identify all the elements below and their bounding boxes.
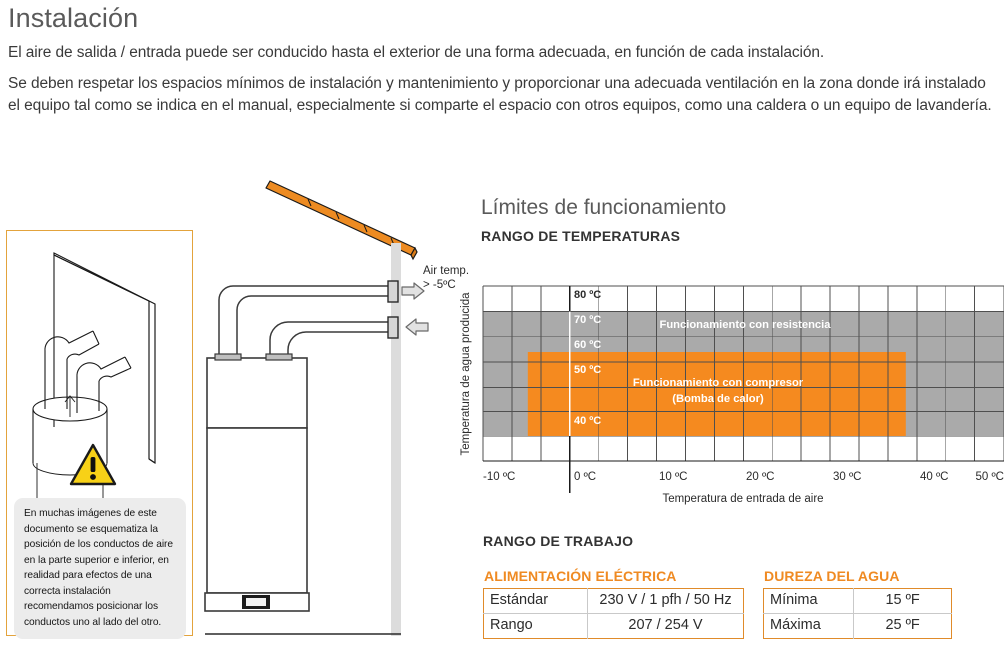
upper-air-duct — [219, 286, 393, 354]
table-row — [484, 614, 744, 639]
arrow-left-icon — [406, 319, 428, 335]
electrical-row-0-key: Estándar — [484, 589, 588, 614]
hardness-row-0-value: 15 ºF — [854, 589, 952, 614]
limits-title: Límites de funcionamiento — [481, 196, 727, 219]
warning-triangle-icon — [69, 443, 117, 487]
electrical-row-1-key: Rango — [484, 614, 588, 639]
water-hardness-table-block — [763, 568, 952, 639]
document-header — [8, 4, 996, 126]
svg-text:50 ºC: 50 ºC — [574, 364, 602, 376]
water-hardness-table — [763, 588, 952, 639]
air-temp-line-1: Air temp. — [423, 265, 470, 277]
intro-paragraph-1: El aire de salida / entrada puede ser conducido hasta el exterior de una forma adecuada, en función de cada instalación. — [8, 43, 825, 61]
x-tick-labels — [483, 471, 1004, 483]
svg-text:40 ºC: 40 ºC — [574, 415, 602, 427]
hardness-row-1-value: 25 ºF — [885, 616, 920, 633]
arrow-right-icon — [402, 283, 424, 299]
lower-air-duct — [270, 322, 393, 354]
inlet-wall-grille — [388, 317, 398, 338]
hardness-row-0-key: Mínima — [764, 589, 854, 614]
resistance-region-label: Funcionamiento con resistencia — [659, 319, 831, 331]
compressor-region-label-2: (Bomba de calor) — [672, 393, 764, 405]
outlet-wall-grille — [388, 281, 398, 302]
svg-text:80 ºC: 80 ºC — [574, 289, 602, 301]
page-title: Instalación — [8, 3, 139, 33]
table-row — [764, 589, 952, 614]
installation-note-text: En muchas imágenes de este documento se esquematiza la posición de los conductos de aire en la parte superior e inferior, en realidad para efectos de una correcta instalación recomendamos posicionar los conductos uno al lado del otro. — [24, 508, 173, 628]
table-row — [484, 589, 744, 614]
temperature-range-chart — [455, 278, 1004, 513]
svg-text:0 ºC: 0 ºC — [574, 471, 597, 483]
work-range-heading: RANGO DE TRABAJO — [483, 533, 634, 549]
svg-text:20 ºC: 20 ºC — [746, 471, 775, 483]
electrical-supply-table-block — [483, 568, 744, 639]
svg-text:60 ºC: 60 ºC — [574, 339, 602, 351]
operating-limits-section — [481, 196, 1004, 244]
water-heater-unit — [205, 354, 309, 611]
svg-text:40 ºC: 40 ºC — [920, 471, 949, 483]
water-hardness-heading: DUREZA DEL AGUA — [764, 568, 900, 584]
air-temp-line-2: > -5ºC — [423, 279, 456, 292]
installation-note-box — [14, 498, 186, 639]
table-row — [764, 614, 952, 639]
y-axis-title: Temperatura de agua producida — [460, 292, 472, 456]
hardness-row-1-key: Máxima — [764, 614, 854, 639]
wall-mounted-heater-schematic — [188, 168, 473, 648]
svg-text:70 ºC: 70 ºC — [574, 314, 602, 326]
intro-paragraph-2: Se deben respetar los espacios mínimos de instalación y mantenimiento y proporcionar una adecuada ventilación en la zona donde irá instalado el equipo tal como se indica en el manual, especialmente si comparte el espacio con otros equipos, como una caldera o un equipo de lavandería. — [8, 74, 992, 114]
compressor-region-label-1: Funcionamiento con compresor — [632, 377, 804, 389]
x-axis-title: Temperatura de entrada de aire — [662, 493, 824, 505]
electrical-supply-table — [483, 588, 744, 639]
svg-text:10 ºC: 10 ºC — [659, 471, 688, 483]
svg-text:-10 ºC: -10 ºC — [483, 471, 516, 483]
electrical-row-1-value: 207 / 254 V — [628, 616, 703, 633]
temperature-range-chart-svg — [455, 278, 1004, 513]
svg-text:50 ºC: 50 ºC — [975, 471, 1004, 483]
electrical-row-0-value: 230 V / 1 pfh / 50 Hz — [588, 589, 744, 614]
temperature-range-heading: RANGO DE TEMPERATURAS — [481, 228, 681, 245]
svg-text:30 ºC: 30 ºC — [833, 471, 862, 483]
electrical-supply-heading: ALIMENTACIÓN ELÉCTRICA — [484, 568, 677, 584]
